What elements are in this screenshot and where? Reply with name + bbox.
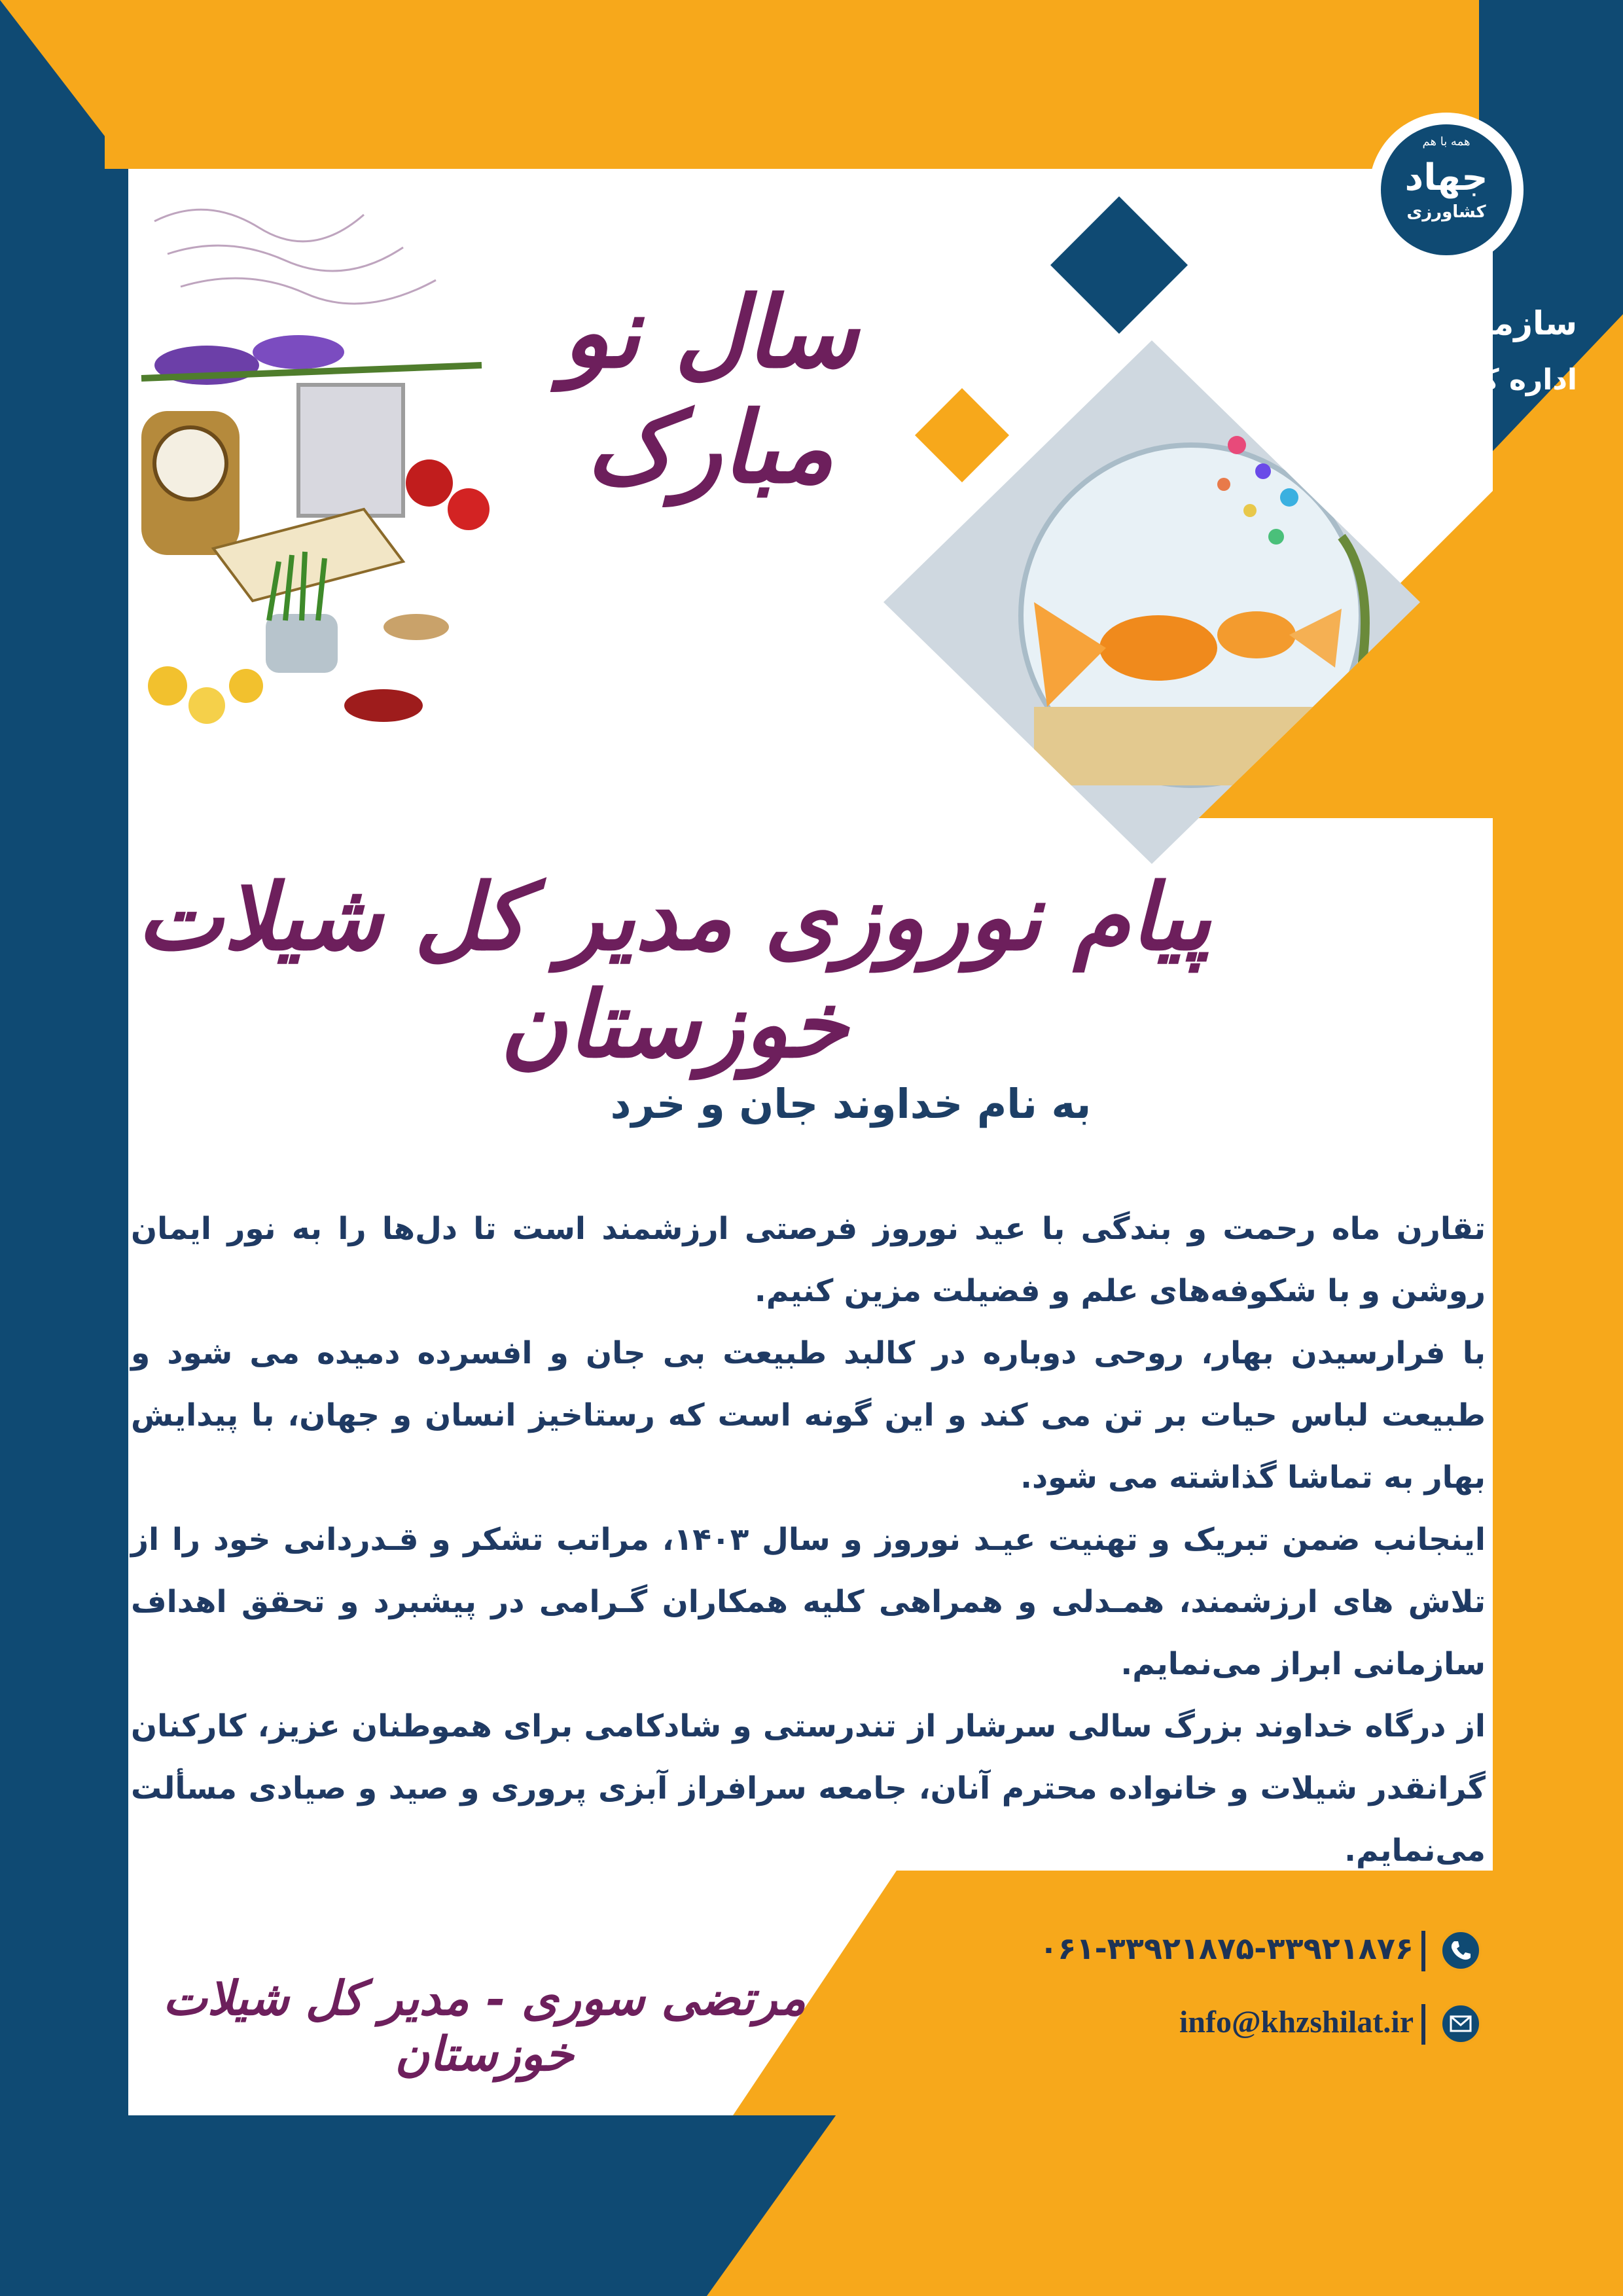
goldfish-bowl-illustration <box>883 340 1420 864</box>
body-paragraph-3: اینجانب ضمن تبریک و تهنیت عیـد نوروز و سال ۱۴۰۳، مراتب تشکر و قـدردانی خود را از تلاش های ارزشمند، همـدلی و همراهی کلیه همکاران گـرامی در پیشبرد و تحقق اهداف سازمانی ابراز می‌نمایم. <box>131 1522 1486 1682</box>
jahad-keshavarzi-logo <box>1361 105 1531 281</box>
haft-seen-illustration <box>128 169 495 771</box>
logo-year: ۱۳۷۰ <box>1435 266 1458 279</box>
clock-icon <box>141 411 240 555</box>
phone-divider <box>1421 1931 1425 1971</box>
logo-name: جهاد <box>1404 156 1488 199</box>
phone-icon <box>1440 1929 1482 1971</box>
email-divider <box>1421 2004 1425 2045</box>
email-address: info@khzshilat.ir <box>1179 2005 1414 2039</box>
body-paragraph-1: تقارن ماه رحمت و بندگی با عید نوروز فرصتی ارزشمند است تا دل‌ها را به نور ایمان روشن و با شکوفه‌های علم و فضیلت مزین کنیم. <box>131 1211 1486 1309</box>
body-paragraph-4: از درگاه خداوند بزرگ سالی سرشار از تندرستی و شادکامی برای هموطنان عزیز، کارکنان گرانقدر شیلات و خانواده محترم آنان، جامعه سرافراز آبزی پروری و صید و صیادی مسألت می‌نمایم. <box>131 1708 1486 1869</box>
body-paragraph-2: با فرارسیدن بهار، روحی دوباره در کالبد طبیعت بی جان و افسرده دمیده می شود و طبیعت لباس حیات بر تن می کند و این گونه است که رستاخیز انسان و جهان، با پیدایش بهار به تماشا گذاشته می شود. <box>131 1335 1486 1496</box>
organization-name: سازمـان شیلات ایران <box>1233 304 1577 342</box>
greeting-text: سال نو مبارک <box>562 275 858 505</box>
message-title: پیام نوروزی مدیر کل شیلات خوزستان <box>137 864 1211 1079</box>
organization-subtitle: اداره کل شیلات خوزستان <box>1215 363 1577 397</box>
logo-sub: کشاورزی <box>1406 202 1486 222</box>
opening-invocation: به نام خداوند جان و خرد <box>610 1080 1092 1128</box>
mirror-frame <box>298 385 403 516</box>
apple-icon <box>406 459 453 507</box>
message-body <box>131 1198 1486 1882</box>
envelope-icon <box>1440 2003 1482 2045</box>
logo-top-text: همه با هم <box>1422 135 1471 149</box>
sumac-bowl <box>344 689 423 722</box>
phone-number: ۰۶۱-۳۳۹۲۱۸۷۵-۳۳۹۲۱۸۷۶ <box>1039 1931 1414 1966</box>
signature: مرتضی سوری - مدیر کل شیلات خوزستان <box>162 1970 806 2081</box>
top-orange-band <box>105 0 1479 169</box>
